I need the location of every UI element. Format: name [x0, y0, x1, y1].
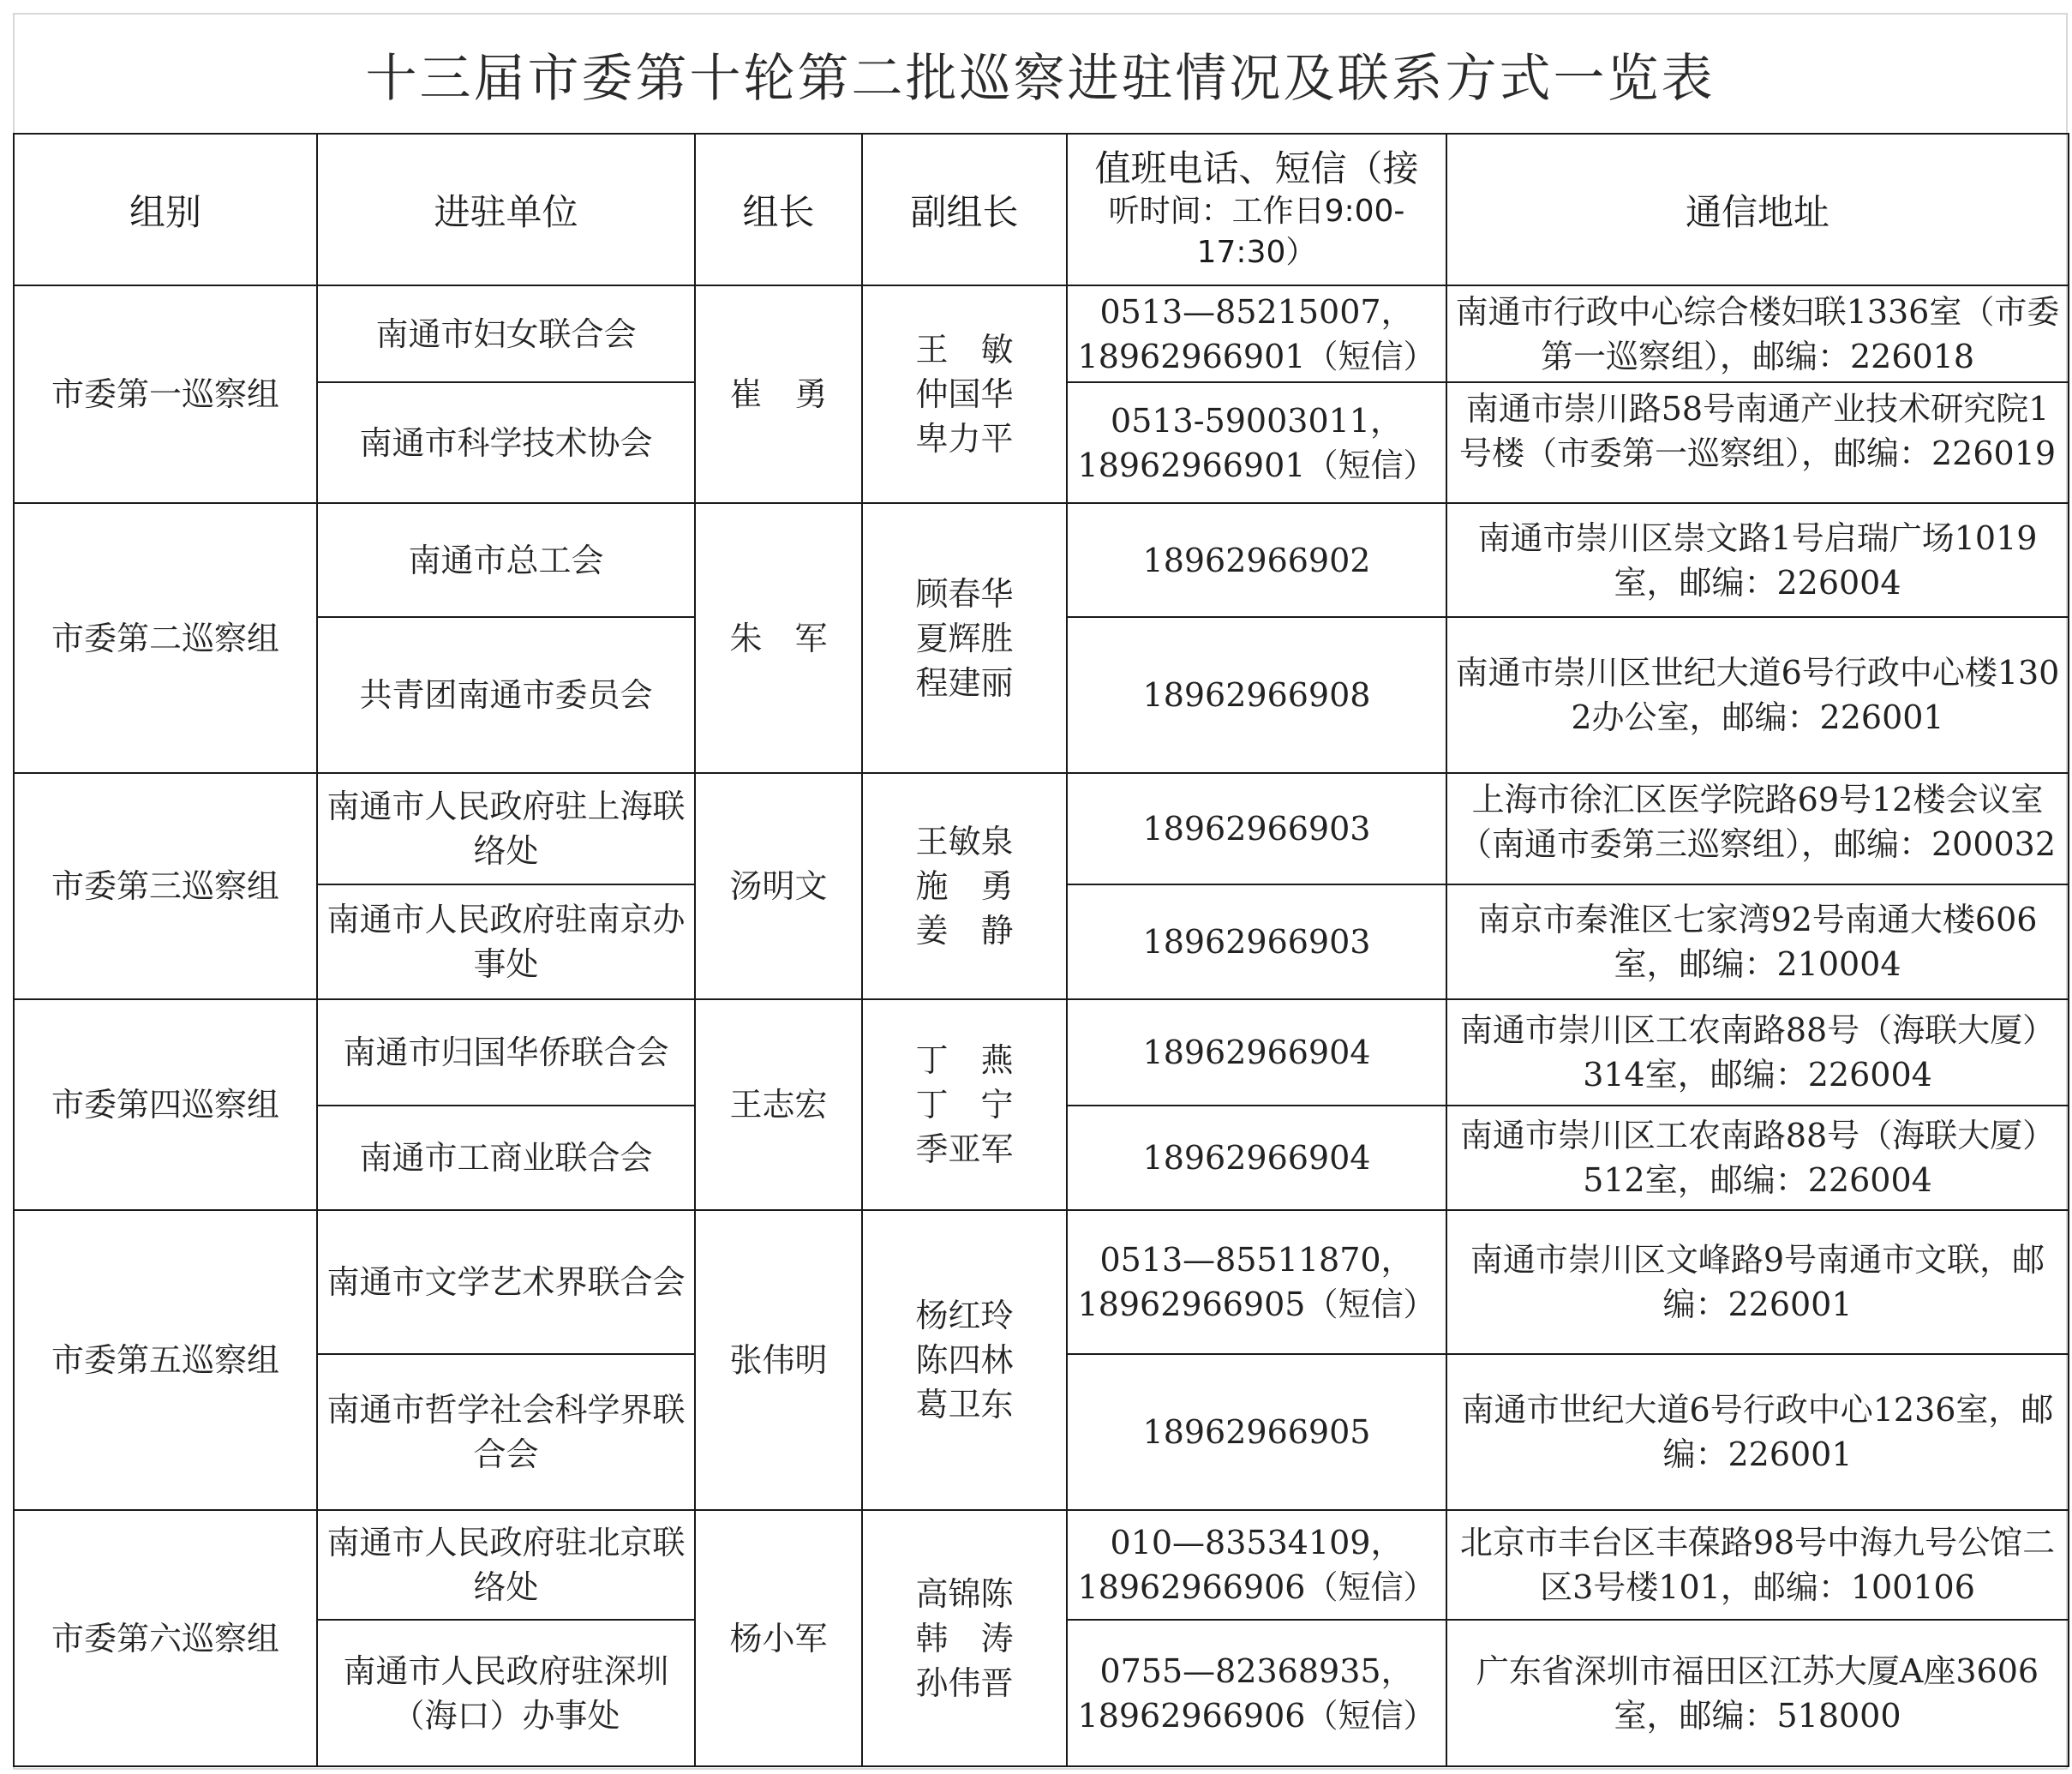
duty-phone [1067, 1510, 1446, 1620]
inspection-roster-table [13, 133, 2069, 1767]
group-name: 市委第六巡察组 [14, 1510, 317, 1766]
group-name: 市委第二巡察组 [14, 503, 317, 773]
header-phone [1067, 134, 1446, 285]
document-title: 十三届市委第十轮第二批巡察进驻情况及联系方式一览表 [365, 49, 1716, 109]
header-phone-main: 值班电话、短信（接 [1094, 147, 1419, 189]
unit-name: 共青团南通市委员会 [317, 617, 695, 773]
unit-name: 南通市科学技术协会 [317, 382, 695, 503]
deputy-name: 仲国华 [915, 375, 1014, 413]
unit-name: 南通市哲学社会科学界联合会 [317, 1354, 695, 1510]
phone-line: 0513—85215007， [1099, 292, 1414, 331]
table-row [14, 285, 2069, 382]
deputy-name: 丁 宁 [915, 1086, 1014, 1124]
duty-phone [1067, 884, 1446, 999]
phone-line: 18962966908 [1142, 676, 1371, 714]
mailing-address: 南通市世纪大道6号行政中心1236室，邮编：226001 [1446, 1354, 2069, 1510]
mailing-address [1446, 773, 2069, 884]
mailing-address: 南通市崇川区工农南路88号（海联大厦）512室，邮编：226004 [1446, 1106, 2069, 1210]
phone-line: 18962966906（短信） [1077, 1568, 1436, 1606]
unit-name: 南通市妇女联合会 [317, 285, 695, 382]
table-row [14, 999, 2069, 1106]
phone-line: 18962966903 [1142, 923, 1371, 961]
duty-phone [1067, 1106, 1446, 1210]
group-leader: 杨小军 [695, 1510, 862, 1766]
group-leader: 崔 勇 [695, 285, 862, 503]
mailing-address: 南通市行政中心综合楼妇联1336室（市委第一巡察组），邮编：226018 [1446, 285, 2069, 382]
group-leader: 汤明文 [695, 773, 862, 999]
unit-name: 南通市人民政府驻深圳（海口）办事处 [317, 1620, 695, 1766]
phone-line: 18962966903 [1142, 810, 1371, 848]
header-phone-sub: 听时间：工作日9:00-17:30） [1108, 193, 1405, 270]
deputy-name: 卑力平 [915, 420, 1014, 458]
duty-phone [1067, 1354, 1446, 1510]
deputy-name: 陈四林 [915, 1341, 1014, 1379]
deputy-name: 顾春华 [915, 574, 1014, 613]
deputy-name: 季亚军 [915, 1130, 1014, 1168]
deputy-name: 王 敏 [915, 331, 1014, 369]
duty-phone [1067, 773, 1446, 884]
header-unit: 进驻单位 [317, 134, 695, 285]
deputy-name: 丁 燕 [915, 1041, 1014, 1079]
duty-phone [1067, 382, 1446, 503]
group-leader: 张伟明 [695, 1210, 862, 1510]
deputy-leaders [862, 1210, 1067, 1510]
unit-name: 南通市总工会 [317, 503, 695, 617]
phone-line: 18962966905 [1142, 1413, 1371, 1451]
phone-line: 18962966901（短信） [1077, 446, 1436, 484]
header-group: 组别 [14, 134, 317, 285]
duty-phone [1067, 503, 1446, 617]
header-leader: 组长 [695, 134, 862, 285]
unit-name: 南通市人民政府驻上海联络处 [317, 773, 695, 884]
header-deputy: 副组长 [862, 134, 1067, 285]
mailing-address: 北京市丰台区丰葆路98号中海九号公馆二区3号楼101，邮编：100106 [1446, 1510, 2069, 1620]
deputy-leaders [862, 503, 1067, 773]
duty-phone [1067, 1210, 1446, 1354]
deputy-name: 葛卫东 [915, 1386, 1014, 1423]
deputy-name: 夏辉胜 [915, 619, 1014, 657]
phone-line: 010—83534109， [1110, 1524, 1404, 1561]
phone-line: 18962966905（短信） [1077, 1286, 1436, 1323]
unit-name: 南通市工商业联合会 [317, 1106, 695, 1210]
mailing-address-text: 南通市崇川路58号南通产业技术研究院1号楼（市委第一巡察组），邮编：226019 [1458, 390, 2057, 472]
group-name: 市委第五巡察组 [14, 1210, 317, 1510]
phone-line: 18962966906（短信） [1077, 1696, 1436, 1735]
group-name: 市委第四巡察组 [14, 999, 317, 1210]
deputy-name: 姜 静 [915, 912, 1014, 950]
phone-line: 18962966902 [1142, 541, 1371, 579]
mailing-address-text: 上海市徐汇区医学院路69号12楼会议室（南通市委第三巡察组），邮编：200032 [1458, 781, 2057, 863]
mailing-address: 南通市崇川区工农南路88号（海联大厦）314室，邮编：226004 [1446, 999, 2069, 1106]
unit-name: 南通市人民政府驻南京办事处 [317, 884, 695, 999]
mailing-address: 南通市崇川区文峰路9号南通市文联，邮编：226001 [1446, 1210, 2069, 1354]
mailing-address: 南京市秦淮区七家湾92号南通大楼606室，邮编：210004 [1446, 884, 2069, 999]
table-row [14, 503, 2069, 617]
group-name: 市委第一巡察组 [14, 285, 317, 503]
deputy-name: 施 勇 [915, 867, 1014, 905]
header-address: 通信地址 [1446, 134, 2069, 285]
phone-line: 18962966901（短信） [1077, 337, 1436, 375]
mailing-address: 南通市崇川区崇文路1号启瑞广场1019室，邮编：226004 [1446, 503, 2069, 617]
duty-phone [1067, 1620, 1446, 1766]
group-name: 市委第三巡察组 [14, 773, 317, 999]
phone-line: 0755—82368935， [1099, 1651, 1414, 1690]
deputy-leaders [862, 285, 1067, 503]
unit-name: 南通市归国华侨联合会 [317, 999, 695, 1106]
duty-phone [1067, 999, 1446, 1106]
phone-line: 18962966904 [1142, 1034, 1371, 1071]
phone-line: 0513—85511870， [1099, 1241, 1414, 1279]
mailing-address: 南通市崇川区世纪大道6号行政中心楼1302办公室，邮编：226001 [1446, 617, 2069, 773]
deputy-name: 王敏泉 [915, 823, 1014, 860]
unit-name: 南通市文学艺术界联合会 [317, 1210, 695, 1354]
mailing-address [1446, 382, 2069, 503]
deputy-name: 杨红玲 [915, 1297, 1014, 1334]
deputy-name: 韩 涛 [915, 1619, 1014, 1657]
deputy-name: 高锦陈 [915, 1574, 1014, 1613]
phone-line: 0513-59003011， [1111, 401, 1403, 440]
duty-phone [1067, 285, 1446, 382]
deputy-leaders [862, 999, 1067, 1210]
table-row [14, 1210, 2069, 1354]
group-leader: 朱 军 [695, 503, 862, 773]
table-row [14, 1510, 2069, 1620]
duty-phone [1067, 617, 1446, 773]
deputy-leaders [862, 1510, 1067, 1766]
deputy-name: 孙伟晋 [915, 1663, 1014, 1702]
phone-line: 18962966904 [1142, 1139, 1371, 1177]
deputy-name: 程建丽 [915, 663, 1014, 702]
unit-name: 南通市人民政府驻北京联络处 [317, 1510, 695, 1620]
table-row [14, 773, 2069, 884]
mailing-address: 广东省深圳市福田区江苏大厦A座3606室，邮编：518000 [1446, 1620, 2069, 1766]
deputy-leaders [862, 773, 1067, 999]
group-leader: 王志宏 [695, 999, 862, 1210]
table-header-row [14, 134, 2069, 285]
